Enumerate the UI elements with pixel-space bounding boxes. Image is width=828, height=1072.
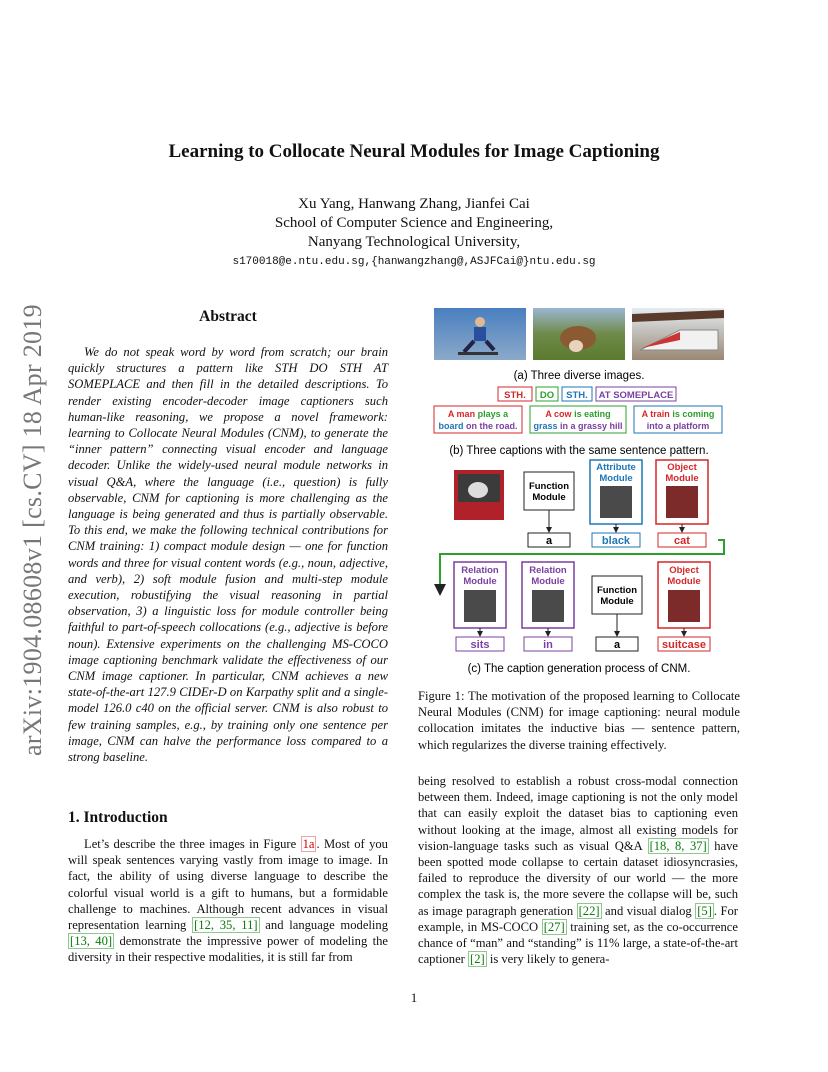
word-a-top: a	[545, 535, 553, 547]
function-module-top-label: Function	[528, 481, 570, 492]
citation-link[interactable]: [27]	[543, 919, 565, 934]
word-cat: cat	[674, 535, 690, 547]
pattern-sth-2: STH.	[566, 390, 588, 401]
abstract-heading: Abstract	[199, 308, 257, 325]
page-number: 1	[410, 990, 418, 1005]
intro-text-4: demonstrate the impressive power of modeling the diversity in their respective modalities, it is still far from	[68, 934, 388, 965]
citation-link[interactable]: [5]	[697, 903, 712, 918]
word-a-bottom: a	[613, 639, 621, 651]
svg-text:Module: Module	[665, 473, 699, 484]
image-skateboarder	[434, 308, 526, 360]
citation-link[interactable]: [13, 40]	[70, 934, 113, 949]
abstract-text	[68, 344, 388, 765]
pattern-do: DO	[539, 390, 555, 401]
svg-text:into a platform: into a platform	[646, 421, 710, 431]
pattern-at-someplace: AT SOMEPLACE	[598, 390, 674, 401]
svg-text:Relation: Relation	[461, 565, 499, 576]
intro-text-1: Let’s describe the three images in Figure	[84, 837, 301, 851]
svg-text:A cow is eating: A cow is eating	[545, 409, 611, 419]
word-sits: sits	[470, 639, 490, 651]
right-text-4: . For example, in MS-COCO	[418, 903, 738, 934]
citation-link[interactable]: [22]	[578, 903, 600, 918]
cat-image-main	[454, 470, 504, 520]
right-text-2: have been spotted mode collapse to certain dataset idiosyncrasies, failed to reproduce the diversity of our world — the more complex the task is, the more severe the collapse will be, such as image paragraph generation	[418, 838, 739, 918]
subcaption-a: (a) Three diverse images.	[513, 370, 645, 382]
arxiv-watermark: arXiv:1904.08608v1 [cs.CV] 18 Apr 2019	[18, 304, 47, 756]
figure-caption: Figure 1: The motivation of the proposed learning to Collocate Neural Modules (CNM) for image captioning: neural module collocation imitates the inductive bias — sentence pattern, which regularizes the diverse training effectively.	[418, 689, 740, 752]
author-emails: s170018@e.ntu.edu.sg,{hanwangzhang@,ASJFCai@}ntu.edu.sg	[232, 256, 596, 268]
intro-text	[68, 836, 388, 966]
word-suitcase: suitcase	[661, 639, 707, 651]
word-in: in	[543, 639, 553, 651]
svg-text:Module: Module	[532, 492, 566, 503]
svg-text:Object: Object	[667, 462, 697, 473]
subcaption-c: (c) The caption generation process of CNM.	[467, 663, 691, 675]
svg-text:Object: Object	[669, 565, 699, 576]
affiliation-school: School of Computer Science and Engineering,	[274, 215, 554, 231]
affiliation-university: Nanyang Technological University,	[307, 234, 521, 250]
word-black: black	[601, 535, 631, 547]
svg-text:Function: Function	[596, 585, 638, 596]
intro-text-2: . Most of you will speak sentences varying vastly from image to image. In fact, the ability of using diverse language to describe the colorful visual world is a gift to humans, but a formidable challenge to machines. Although recent advances in visual representation learning	[68, 837, 388, 933]
citation-link[interactable]: [2]	[470, 952, 485, 967]
svg-text:grass in a grassy hill: grass in a grassy hill	[533, 421, 623, 431]
image-train	[632, 308, 724, 360]
image-cow	[533, 308, 625, 360]
svg-text:board on the road.: board on the road.	[438, 421, 518, 431]
paper-title: Learning to Collocate Neural Modules for Image Captioning	[168, 141, 660, 162]
svg-text:A man plays a: A man plays a	[447, 409, 509, 419]
intro-text-3: and language modeling	[259, 918, 388, 933]
right-text-3: and visual dialog	[601, 903, 696, 918]
svg-text:Relation: Relation	[529, 565, 567, 576]
svg-text:Module: Module	[600, 596, 634, 607]
svg-text:Module: Module	[667, 576, 701, 587]
svg-text:Module: Module	[599, 473, 633, 484]
citation-link[interactable]: [18, 8, 37]	[649, 838, 707, 853]
figure-1	[418, 300, 740, 680]
right-text-6: is very likely to genera-	[486, 952, 610, 967]
abstract-paragraph: We do not speak word by word from scratch; our brain quickly structures a pattern like STH DO STH AT SOMEPLACE and then fill in the detailed descriptions. To render existing encoder-decoder image captioners such human-like reasoning, we propose a novel framework: learning to Collocate Neural Modules (CNM), to generate the “inner pattern” connecting visual encoder and language decoder. Unlike the widely-used neural module networks in visual Q&A, where the language (i.e., question) is fully observable, CNM for captioning is more challenging as the language is being generated and thus is partially observable. To this end, we make the following technical contributions for CNM training: 1) compact module design — one for function words and three for visual content words (e.g., noun, adjective, and verb), 2) soft module fusion and multi-step module execution, robustifying the visual reasoning in partial observation, 3) a linguistic loss for module controller being faithful to part-of-speech collocations (e.g., adjective is before noun). Extensive experiments on the challenging MS-COCO image captioning benchmark validate the effectiveness of our CNM image captioner. In particular, CNM achieves a new state-of-the-art 127.9 CIDEr-D on Karpathy split and a single-model 126.0 c40 on the official server. CNM is also robust to few training samples, e.g., by training only one sentence per image, CNM can halve the performance loss compared to a strong baseline.	[68, 345, 388, 765]
figure-ref-link[interactable]: 1a	[302, 837, 315, 851]
right-column-text	[418, 773, 738, 967]
svg-text:A train is coming: A train is coming	[641, 409, 715, 419]
intro-heading: 1. Introduction	[68, 809, 168, 826]
authors: Xu Yang, Hanwang Zhang, Jianfei Cai	[298, 196, 530, 212]
right-text-5: training set, as the co-occurrence chance of “man” and “standing” is 11% large, a state-of-the-art captioner	[418, 919, 738, 967]
svg-text:Module: Module	[463, 576, 497, 587]
pattern-sth-1: STH.	[504, 390, 526, 401]
svg-text:Module: Module	[531, 576, 565, 587]
subcaption-b: (b) Three captions with the same sentence pattern.	[449, 445, 709, 457]
figure-graphic	[418, 300, 740, 680]
citation-link[interactable]: [12, 35, 11]	[194, 918, 258, 933]
right-text-1: being resolved to establish a robust cross-modal connection between them. Indeed, image captioning is not the only model that can easily exploit the dataset bias to captioning even without looking at the image, almost all existing models for vision-language tasks such as visual Q&A	[418, 774, 738, 853]
svg-text:Attribute: Attribute	[596, 462, 636, 473]
